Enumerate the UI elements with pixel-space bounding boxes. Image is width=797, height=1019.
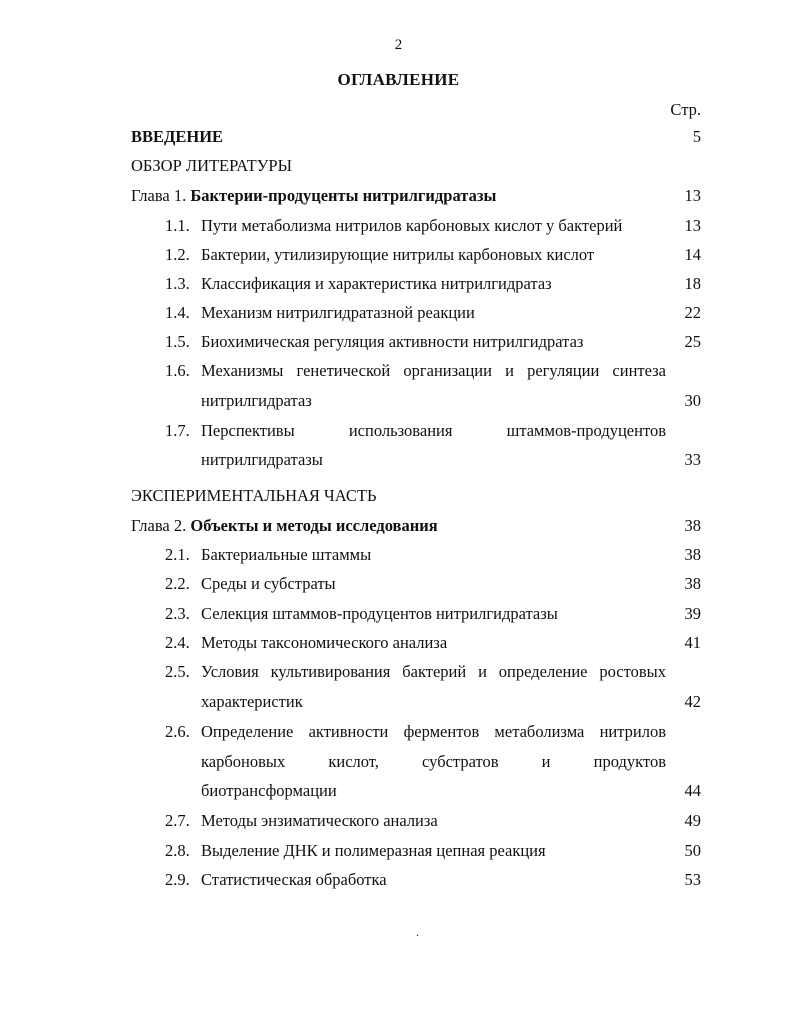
item-number: 1.2. [165, 245, 190, 264]
item-text-continuation: карбоновых кислот, субстратов и продуктов [201, 752, 666, 771]
item-page: 42 [684, 692, 701, 711]
item-text: Селекция штаммов-продуцентов нитрилгидратазы [201, 604, 558, 623]
chapter-2-page: 38 [684, 516, 701, 535]
item-number: 2.4. [165, 633, 190, 652]
item-text: Механизм нитрилгидратазной реакции [201, 303, 475, 322]
item-text: Классификация и характеристика нитрилгидратаз [201, 274, 552, 293]
intro-label: ВВЕДЕНИЕ [131, 127, 224, 146]
toc-item [131, 661, 701, 683]
item-text: Статистическая обработка [201, 870, 387, 889]
page-column-label: Стр. [670, 100, 701, 119]
item-number: 1.6. [165, 361, 190, 380]
chapter-2-heading [131, 515, 438, 537]
item-text: Механизмы генетической организации и регуляции синтеза [201, 361, 666, 380]
toc-item-continuation [131, 449, 701, 471]
item-number: 2.5. [165, 662, 190, 681]
item-text: Методы энзиматического анализа [201, 811, 438, 830]
intro-page: 5 [692, 127, 701, 146]
item-page: 22 [684, 303, 701, 322]
toc-item-continuation [131, 691, 701, 713]
chapter-2-prefix: Глава 2. [131, 516, 187, 535]
item-page: 18 [684, 274, 701, 293]
item-text-continuation: биотрансформации [201, 781, 337, 800]
chapter-1-prefix: Глава 1. [131, 186, 187, 205]
item-page: 33 [684, 450, 701, 469]
item-text: Определение активности ферментов метаболизма нитрилов [201, 722, 666, 741]
item-page: 14 [684, 245, 701, 264]
item-number: 1.1. [165, 216, 190, 235]
toc-item [131, 603, 701, 625]
toc-item-continuation [131, 751, 701, 773]
toc-intro [131, 126, 701, 148]
chapter-1-heading [131, 185, 496, 207]
toc-item [131, 544, 701, 566]
toc-item-continuation [131, 780, 701, 802]
toc-item [131, 840, 701, 862]
item-page: 53 [684, 870, 701, 889]
toc-item [131, 331, 701, 353]
item-text-continuation: нитрилгидратазы [201, 450, 323, 469]
toc-item [131, 302, 701, 324]
toc-item [131, 869, 701, 891]
toc-experimental-section [131, 485, 701, 507]
page-number: 2 [394, 37, 403, 53]
item-page: 30 [684, 391, 701, 410]
item-text: Бактериальные штаммы [201, 545, 372, 564]
item-page: 49 [684, 811, 701, 830]
item-number: 2.3. [165, 604, 190, 623]
toc-item [131, 244, 701, 266]
toc-item [131, 810, 701, 832]
chapter-1-page: 13 [684, 186, 701, 205]
experimental-section-label: ЭКСПЕРИМЕНТАЛЬНАЯ ЧАСТЬ [131, 486, 377, 505]
item-page: 44 [684, 781, 701, 800]
toc-item-continuation [131, 390, 701, 412]
item-page: 39 [684, 604, 701, 623]
item-text-continuation: нитрилгидратаз [201, 391, 312, 410]
item-text: Пути метаболизма нитрилов карбоновых кислот у бактерий [201, 216, 623, 235]
toc-chapter-2 [131, 515, 701, 537]
chapter-2-title: Объекты и методы исследования [190, 516, 438, 535]
item-page: 13 [684, 216, 701, 235]
toc-review-section [131, 155, 701, 177]
footer-mark: . [416, 925, 419, 939]
item-number: 2.2. [165, 574, 190, 593]
item-number: 2.7. [165, 811, 190, 830]
item-number: 1.4. [165, 303, 190, 322]
toc-item [131, 215, 701, 237]
review-section-label: ОБЗОР ЛИТЕРАТУРЫ [131, 156, 292, 175]
item-number: 2.6. [165, 722, 190, 741]
item-text: Перспективы использования штаммов-продуцентов [201, 421, 666, 440]
toc-item [131, 573, 701, 595]
item-number: 2.1. [165, 545, 190, 564]
item-number: 1.5. [165, 332, 190, 351]
chapter-1-title: Бактерии-продуценты нитрилгидратазы [190, 186, 497, 205]
item-page: 38 [684, 574, 701, 593]
toc-chapter-1 [131, 185, 701, 207]
item-page: 38 [684, 545, 701, 564]
item-number: 2.8. [165, 841, 190, 860]
toc-item [131, 420, 701, 442]
item-number: 2.9. [165, 870, 190, 889]
item-text: Методы таксономического анализа [201, 633, 448, 652]
item-page: 25 [684, 332, 701, 351]
item-number: 1.3. [165, 274, 190, 293]
item-text: Среды и субстраты [201, 574, 336, 593]
item-text-continuation: характеристик [201, 692, 303, 711]
item-text: Биохимическая регуляция активности нитрилгидратаз [201, 332, 584, 351]
item-text: Бактерии, утилизирующие нитрилы карбоновых кислот [201, 245, 595, 264]
item-number: 1.7. [165, 421, 190, 440]
item-page: 50 [684, 841, 701, 860]
item-text: Условия культивирования бактерий и определение ростовых [201, 662, 666, 681]
toc-item [131, 273, 701, 295]
toc-title: ОГЛАВЛЕНИЕ [337, 70, 460, 89]
toc-item [131, 632, 701, 654]
item-page: 41 [684, 633, 701, 652]
toc-item [131, 360, 701, 382]
item-text: Выделение ДНК и полимеразная цепная реакция [201, 841, 546, 860]
toc-item [131, 721, 701, 743]
